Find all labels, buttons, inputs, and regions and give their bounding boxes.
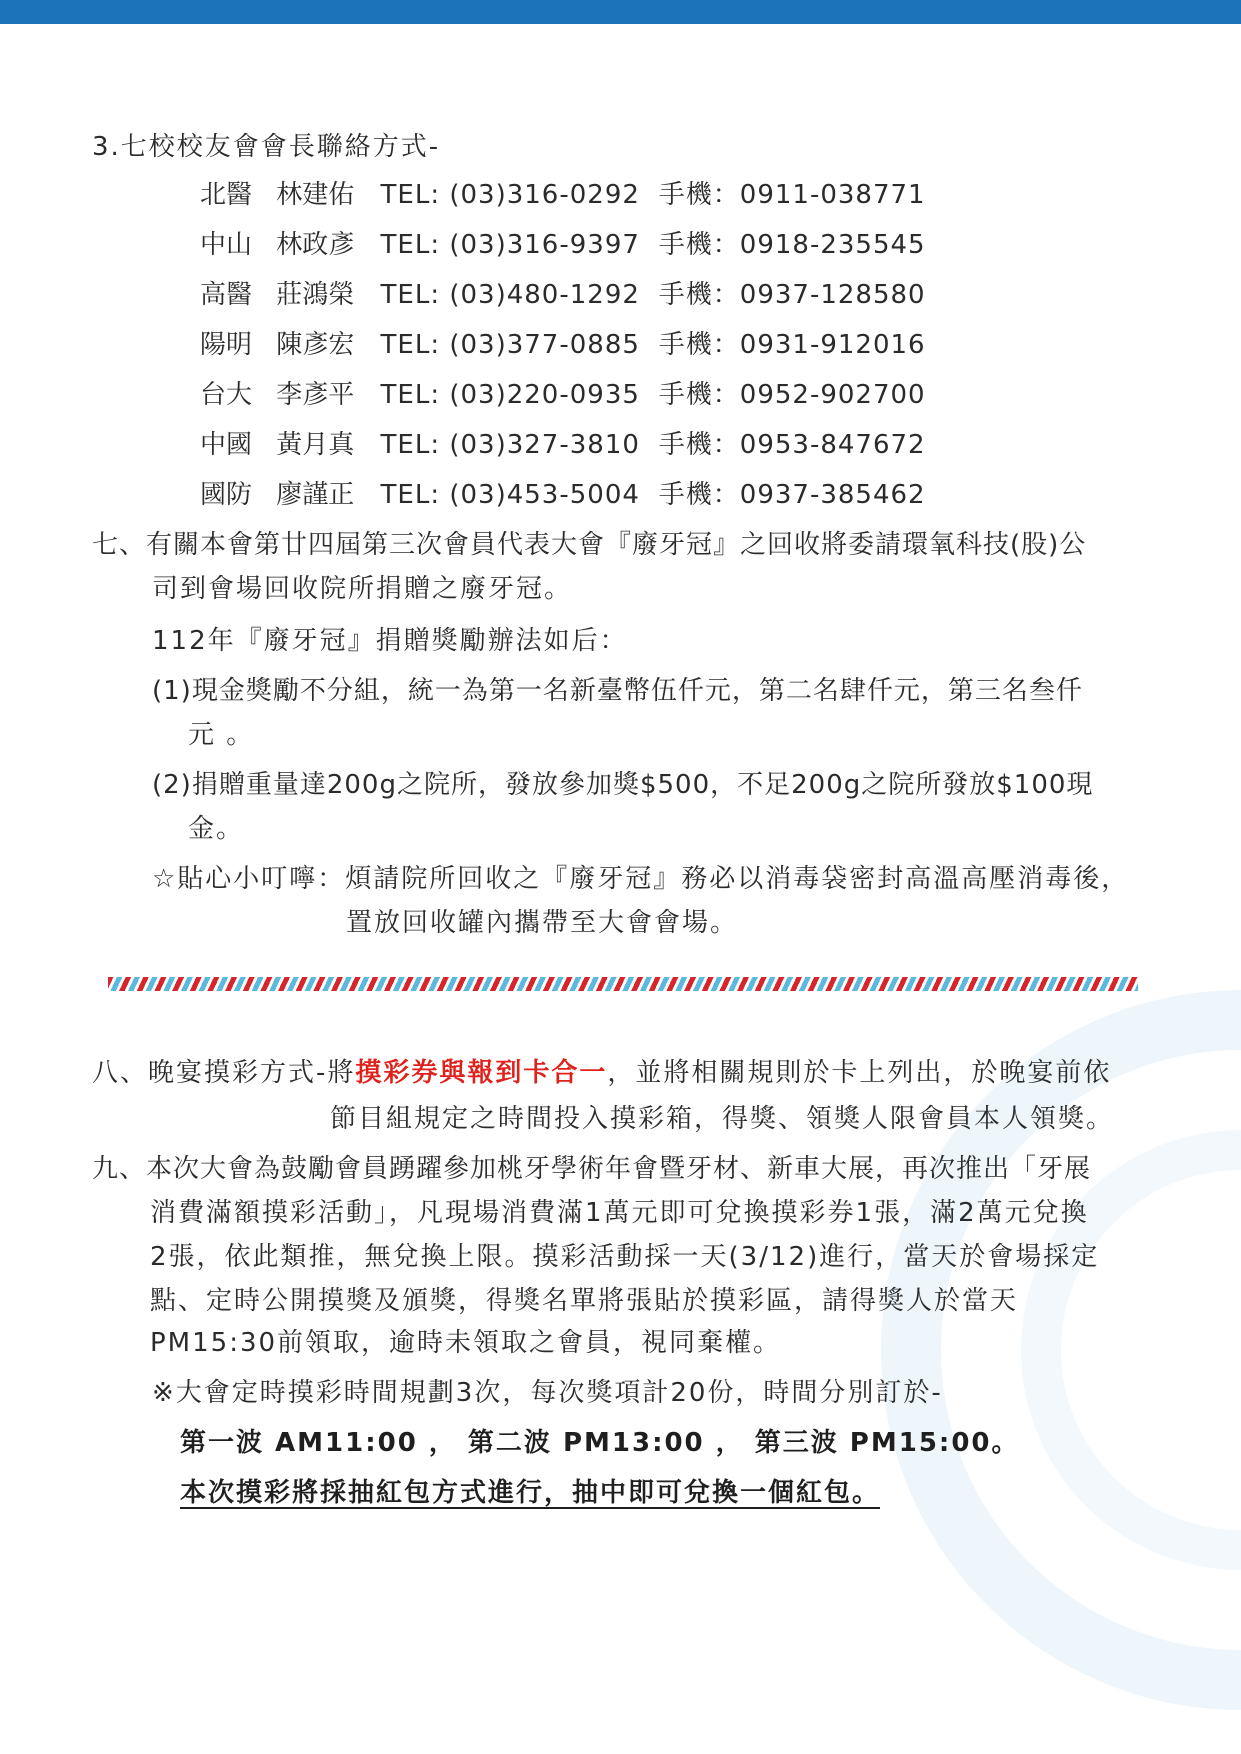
contact-school: 高醫 <box>200 280 253 310</box>
contact-row <box>200 224 926 261</box>
section9-line3: 2張，依此類推，無兌換上限。摸彩活動採一天(3/12)進行，當天於會場採定 <box>150 1242 1100 1272</box>
contact-school: 中山 <box>200 230 253 260</box>
section9-line1: 九、本次大會為鼓勵會員踴躍參加桃牙學術年會暨牙材、新車大展，再次推出「牙展 <box>92 1154 1092 1184</box>
section8-suffix: ，並將相關規則於卡上列出，於晚宴前依 <box>607 1058 1112 1088</box>
contact-name: 黃月真 <box>276 430 355 460</box>
section3-heading: 3.七校校友會會長聯絡方式- <box>92 132 441 162</box>
section7-line1: 七、有關本會第廿四屆第三次會員代表大會『廢牙冠』之回收將委請環氧科技(股)公 <box>92 530 1087 560</box>
contact-school: 北醫 <box>200 180 253 210</box>
contact-row <box>200 274 926 311</box>
contact-mobile: 手機：0931-912016 <box>658 330 926 360</box>
contact-name: 林建佑 <box>276 180 355 210</box>
contact-tel: TEL: (03)480-1292 <box>380 280 640 310</box>
contact-school: 台大 <box>200 380 253 410</box>
section7-line2: 司到會場回收院所捐贈之廢牙冠。 <box>152 574 573 604</box>
contact-mobile: 手機：0918-235545 <box>658 230 926 260</box>
contact-school: 中國 <box>200 430 253 460</box>
section9-line2: 消費滿額摸彩活動」，凡現場消費滿1萬元即可兌換摸彩券1張，滿2萬元兌換 <box>150 1198 1089 1228</box>
contact-name: 廖謹正 <box>276 480 355 510</box>
contact-mobile: 手機：0952-902700 <box>658 380 926 410</box>
section9-note: ※大會定時摸彩時間規劃3次，每次獎項計20份，時間分別訂於- <box>152 1378 943 1408</box>
contact-row <box>200 374 926 411</box>
section9-final: 本次摸彩將採抽紅包方式進行，抽中即可兌換一個紅包。 <box>180 1478 881 1508</box>
contact-row <box>200 424 926 461</box>
section8-prefix: 八、晚宴摸彩方式-將 <box>92 1058 356 1088</box>
section7-item2-line2: 金。 <box>188 814 245 844</box>
section9-line4: 點、定時公開摸獎及頒獎，得獎名單將張貼於摸彩區，請得獎人於當天 <box>150 1286 1019 1316</box>
section7-line3: 112年『廢牙冠』捐贈獎勵辦法如后： <box>152 626 628 656</box>
section7-item1-line1: (1)現金獎勵不分組，統一為第一名新臺幣伍仟元，第二名肆仟元，第三名叁仟 <box>152 676 1083 706</box>
contact-name: 李彥平 <box>276 380 355 410</box>
contact-tel: TEL: (03)453-5004 <box>380 480 640 510</box>
contact-name: 林政彥 <box>276 230 355 260</box>
section9-line5: PM15:30前領取，逾時未領取之會員，視同棄權。 <box>150 1328 782 1358</box>
contact-mobile: 手機：0937-128580 <box>658 280 926 310</box>
contact-mobile: 手機：0911-038771 <box>658 180 926 210</box>
section7-item1-line2: 元 。 <box>188 720 255 750</box>
section7-tip-line2: 置放回收罐內攜帶至大會會場。 <box>346 908 739 938</box>
section7-tip-line1: ☆貼心小叮嚀：煩請院所回收之『廢牙冠』務必以消毒袋密封高溫高壓消毒後， <box>152 864 1130 894</box>
contact-name: 莊鴻榮 <box>276 280 355 310</box>
contact-mobile: 手機：0953-847672 <box>658 430 926 460</box>
section9-waves: 第一波 AM11:00 ， 第二波 PM13:00 ， 第三波 PM15:00。 <box>180 1428 1020 1458</box>
top-color-bar <box>0 0 1241 24</box>
contact-tel: TEL: (03)377-0885 <box>380 330 640 360</box>
contact-tel: TEL: (03)220-0935 <box>380 380 640 410</box>
contact-row <box>200 474 926 511</box>
contact-name: 陳彥宏 <box>276 330 355 360</box>
striped-divider <box>108 977 1138 991</box>
contact-tel: TEL: (03)316-9397 <box>380 230 640 260</box>
contact-row <box>200 174 926 211</box>
section7-item2-line1: (2)捐贈重量達200g之院所，發放參加獎$500，不足200g之院所發放$100現 <box>152 770 1094 800</box>
contact-tel: TEL: (03)316-0292 <box>380 180 640 210</box>
contact-mobile: 手機：0937-385462 <box>658 480 926 510</box>
contact-school: 國防 <box>200 480 253 510</box>
contact-row <box>200 324 926 361</box>
section8-line1 <box>92 1052 1111 1089</box>
contact-tel: TEL: (03)327-3810 <box>380 430 640 460</box>
section8-highlight: 摸彩券與報到卡合一 <box>355 1058 608 1088</box>
contact-school: 陽明 <box>200 330 253 360</box>
section8-line2: 節目組規定之時間投入摸彩箱，得獎、領獎人限會員本人領獎。 <box>330 1104 1115 1134</box>
